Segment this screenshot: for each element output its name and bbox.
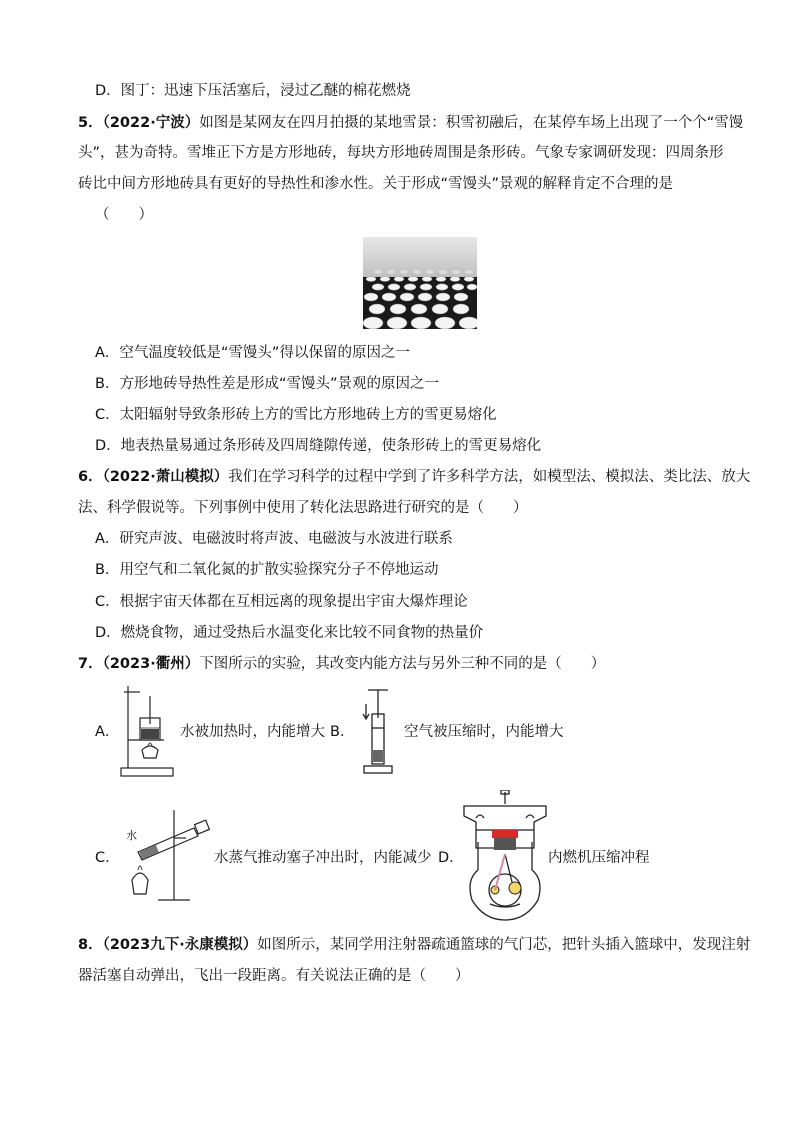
air-compression-figure: [358, 688, 398, 776]
beaker-heating-figure: [118, 684, 176, 778]
q5-option-d: D．地表热量易通过条形砖及四周缝隙传递，使条形砖上的雪更易熔化: [95, 438, 542, 454]
q5-answer-blank: （ ）: [95, 207, 153, 223]
q7-stem: 下图所示的实验，其改变内能方法与另外三种不同的是（ ）: [199, 656, 606, 672]
q8-number: 8．: [78, 937, 103, 953]
q6-line1: [78, 467, 750, 487]
q8-line1: [78, 935, 750, 955]
q7-option-a-label: A．: [95, 724, 120, 740]
q7-option-c-label: C．: [95, 850, 120, 866]
q7-option-a-text: 水被加热时，内能增大: [180, 724, 325, 740]
q6-source: （2022·萧山模拟）: [102, 469, 229, 485]
test-tube-steam-figure: [118, 808, 218, 904]
q6-option-c: C．根据宇宙天体都在互相远离的现象提出宇宙大爆炸理论: [95, 594, 468, 610]
q7-option-d-label: D．: [438, 850, 464, 866]
q7-source: （2023·衢州）: [102, 656, 200, 672]
q7-option-d-text: 内燃机压缩冲程: [548, 850, 650, 866]
q7-option-c-text: 水蒸气推动塞子冲出时，内能减少: [214, 850, 432, 866]
q4-option-d: D．图丁：迅速下压活塞后，浸过乙醚的棉花燃烧: [95, 83, 411, 99]
q6-option-a: A．研究声波、电磁波时将声波、电磁波与水波进行联系: [95, 531, 453, 547]
q7-line1: [78, 654, 605, 674]
q5-source: （2022·宁波）: [102, 115, 200, 131]
q6-option-b: B．用空气和二氧化氮的扩散实验探究分子不停地运动: [95, 562, 439, 578]
q8-source: （2023九下·永康模拟）: [102, 937, 258, 953]
q6-option-d: D．燃烧食物，通过受热后水温变化来比较不同食物的热量价: [95, 625, 484, 641]
q6-stem-part1: 我们在学习科学的过程中学到了许多科学方法，如模型法、模拟法、类比法、放大: [228, 469, 751, 485]
q7-number: 7．: [78, 656, 103, 672]
snow-buns-photo: [363, 237, 477, 329]
q5-option-c: C．太阳辐射导致条形砖上方的雪比方形地砖上方的雪更易熔化: [95, 407, 497, 423]
q7-option-b-text: 空气被压缩时，内能增大: [404, 724, 564, 740]
q5-line3: 砖比中间方形地砖具有更好的导热性和渗水性。关于形成“雪馒头”景观的解释肯定不合理的是: [78, 176, 674, 192]
q5-number: 5．: [78, 115, 103, 131]
q6-line2: 法、科学假说等。下列事例中使用了转化法思路进行研究的是（ ）: [78, 500, 528, 516]
q8-stem-part1: 如图所示，某同学用注射器疏通篮球的气门芯，把针头插入篮球中，发现注射: [257, 937, 751, 953]
q5-option-b: B．方形地砖导热性差是形成“雪馒头”景观的原因之一: [95, 376, 439, 392]
q6-number: 6．: [78, 469, 103, 485]
q5-stem-part1: 如图是某网友在四月拍摄的某地雪景：积雪初融后，在某停车场上出现了一个个“雪馒: [199, 115, 744, 131]
engine-compression-stroke-figure: [462, 790, 548, 922]
q7-option-b-label: B．: [330, 724, 355, 740]
q5-line1: [78, 113, 743, 133]
q5-option-a: A．空气温度较低是“雪馒头”得以保留的原因之一: [95, 345, 410, 361]
q7-option-c-water-label: 水: [126, 829, 137, 842]
q5-line2: 头”，甚为奇特。雪堆正下方是方形地砖，每块方形地砖周围是条形砖。气象专家调研发现：四周条形: [78, 145, 724, 161]
q8-line2: 器活塞自动弹出，飞出一段距离。有关说法正确的是（ ）: [78, 968, 470, 984]
